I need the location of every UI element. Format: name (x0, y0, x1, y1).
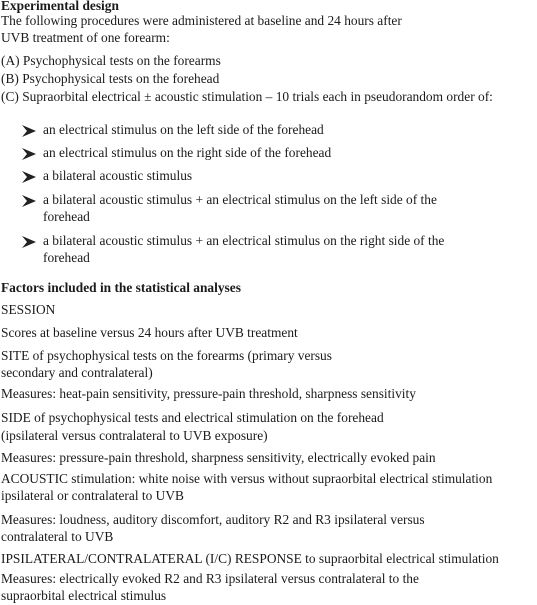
factor-ic-response: IPSILATERAL/CONTRALATERAL (I/C) RESPONSE to supraorbital electrical stimulation (1, 551, 499, 566)
factor-side-continued: (ipsilateral versus contralateral to UVB exposure) (1, 428, 268, 443)
factor-session-description: Scores at baseline versus 24 hours after UVB treatment (1, 325, 298, 340)
factor-side-measures: Measures: pressure-pain threshold, sharpness sensitivity, electrically evoked pain (1, 450, 436, 465)
factor-site-measures: Measures: heat-pain sensitivity, pressure-pain threshold, sharpness sensitivity (1, 386, 416, 401)
factor-acoustic-measures-continued: contralateral to UVB (1, 529, 114, 544)
factor-site: SITE of psychophysical tests on the forearms (primary versus (1, 348, 332, 363)
section-title-factors: Factors included in the statistical analyses (1, 280, 241, 295)
arrowhead-bullet-icon (22, 148, 36, 160)
procedure-a: (A) Psychophysical tests on the forearms (1, 53, 221, 68)
factor-acoustic: ACOUSTIC stimulation: white noise with versus without supraorbital electrical stimulation (1, 471, 493, 486)
procedure-b: (B) Psychophysical tests on the forehead (1, 71, 220, 86)
factor-session: SESSION (1, 302, 56, 317)
factor-ic-measures: Measures: electrically evoked R2 and R3 ipsilateral versus contralateral to the (1, 571, 419, 586)
intro-text-continued: UVB treatment of one forearm: (1, 30, 170, 45)
arrowhead-bullet-icon (22, 195, 36, 207)
factor-acoustic-continued: ipsilateral or contralateral to UVB (1, 488, 184, 503)
procedure-c: (C) Supraorbital electrical ± acoustic stimulation – 10 trials each in pseudorandom order of: (1, 89, 493, 104)
section-title-experimental-design: Experimental design (1, 0, 119, 13)
factor-side: SIDE of psychophysical tests and electrical stimulation on the forehead (1, 410, 384, 425)
bullet-text-continued: forehead (43, 250, 90, 265)
bullet-text-continued: forehead (43, 209, 90, 224)
factor-site-continued: secondary and contralateral) (1, 365, 153, 380)
factor-acoustic-measures: Measures: loudness, auditory discomfort, auditory R2 and R3 ipsilateral versus (1, 512, 425, 527)
intro-text: The following procedures were administered at baseline and 24 hours after (1, 13, 402, 28)
arrowhead-bullet-icon (22, 171, 36, 183)
bullet-text: a bilateral acoustic stimulus + an electrical stimulus on the left side of the (43, 192, 437, 207)
bullet-text: an electrical stimulus on the left side of the forehead (43, 122, 324, 137)
arrowhead-bullet-icon (22, 236, 36, 248)
bullet-text: a bilateral acoustic stimulus (43, 168, 193, 183)
factor-ic-measures-continued: supraorbital electrical stimulus (1, 588, 167, 603)
bullet-text: an electrical stimulus on the right side of the forehead (43, 145, 332, 160)
bullet-text: a bilateral acoustic stimulus + an electrical stimulus on the right side of the (43, 233, 445, 248)
arrowhead-bullet-icon (22, 125, 36, 137)
